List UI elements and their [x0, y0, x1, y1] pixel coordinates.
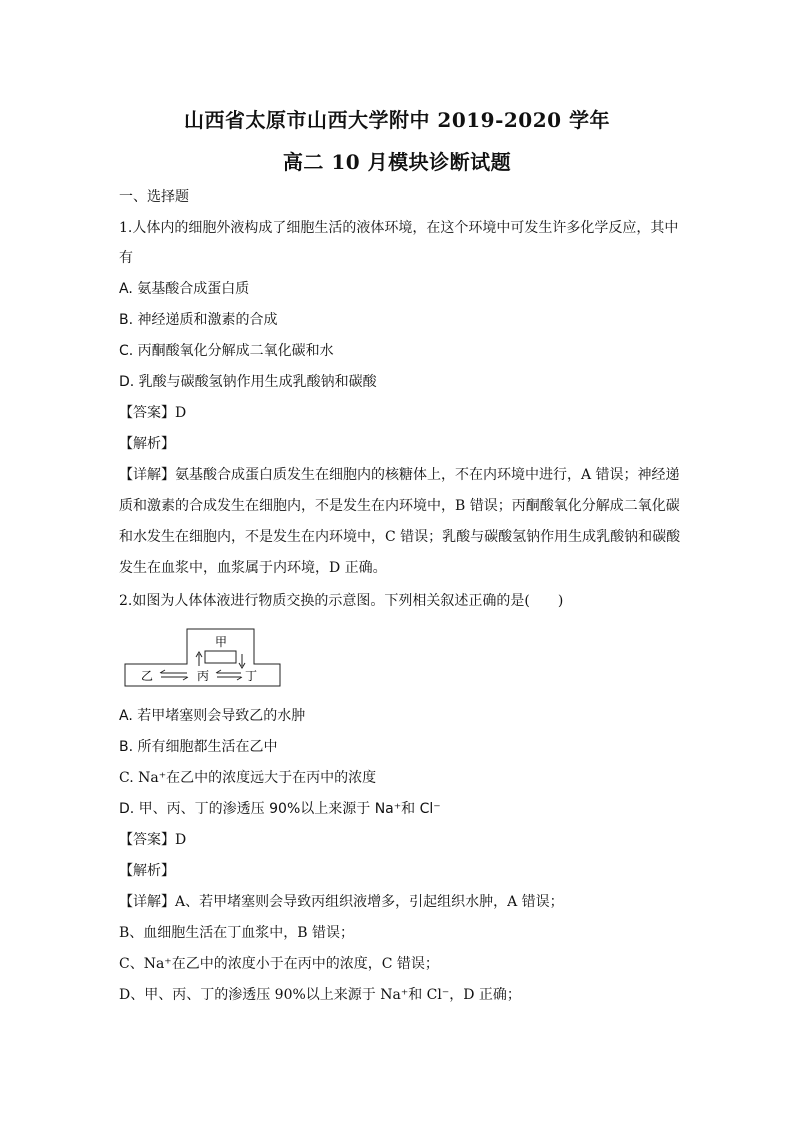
q2-option-c: C. Na⁺在乙中的浓度远大于在丙中的浓度: [119, 770, 377, 786]
q2-option-b: B. 所有细胞都生活在乙中: [119, 739, 278, 755]
q1-option-a: A. 氨基酸合成蛋白质: [119, 281, 250, 297]
jia-box: [205, 651, 236, 663]
q1-detail-line-3: 和水发生在细胞内，不是发生在内环境中，C 错误；乳酸与碳酸氢钠作用生成乳酸钠和碳酸: [119, 529, 681, 545]
label-jia: 甲: [214, 635, 228, 649]
q1-stem-line-1: 1.人体内的细胞外液构成了细胞生活的液体环境，在这个环境中可发生许多化学反应，其中: [119, 220, 679, 236]
section-heading: 一、选择题: [119, 189, 189, 205]
q2-analysis-heading: 【解析】: [119, 863, 175, 879]
q1-option-d: D. 乳酸与碳酸氢钠作用生成乳酸钠和碳酸: [119, 374, 377, 390]
q1-option-b: B. 神经递质和激素的合成: [119, 312, 278, 328]
q1-detail-line-2: 质和激素的合成发生在细胞内，不是发生在内环境中，B 错误；丙酮酸氧化分解成二氧化碳: [119, 498, 680, 514]
document-title-line-1: 山西省太原市山西大学附中 2019-2020 学年: [183, 108, 611, 132]
q1-answer: 【答案】D: [119, 405, 187, 421]
q1-detail-line-1: 【详解】氨基酸合成蛋白质发生在细胞内的核糖体上，不在内环境中进行，A 错误；神经递: [119, 467, 680, 483]
q2-stem: 2.如图为人体体液进行物质交换的示意图。下列相关叙述正确的是( ): [119, 593, 564, 609]
q2-option-a: A. 若甲堵塞则会导致乙的水肿: [119, 708, 306, 724]
label-yi: 乙: [140, 669, 154, 683]
q1-stem-line-2: 有: [119, 250, 133, 266]
q2-detail-line-3: C、Na⁺在乙中的浓度小于在丙中的浓度，C 错误；: [119, 956, 439, 972]
label-bing: 丙: [196, 669, 210, 683]
q1-analysis-heading: 【解析】: [119, 436, 175, 452]
q2-option-d: D. 甲、丙、丁的渗透压 90%以上来源于 Na⁺和 Cl⁻: [119, 801, 441, 817]
q2-detail-line-4: D、甲、丙、丁的渗透压 90%以上来源于 Na⁺和 Cl⁻，D 正确；: [119, 987, 521, 1003]
q2-detail-line-1: 【详解】A、若甲堵塞则会导致丙组织液增多，引起组织水肿，A 错误；: [119, 894, 564, 910]
label-ding: 丁: [244, 669, 258, 683]
q2-detail-line-2: B、血细胞生活在丁血浆中，B 错误；: [119, 925, 355, 941]
q1-detail-line-4: 发生在血浆中，血浆属于内环境，D 正确。: [119, 560, 387, 576]
q1-option-c: C. 丙酮酸氧化分解成二氧化碳和水: [119, 343, 334, 359]
document-title-line-2: 高二 10 月模块诊断试题: [282, 150, 512, 174]
body-fluid-exchange-diagram: [123, 628, 283, 690]
q2-answer: 【答案】D: [119, 832, 187, 848]
